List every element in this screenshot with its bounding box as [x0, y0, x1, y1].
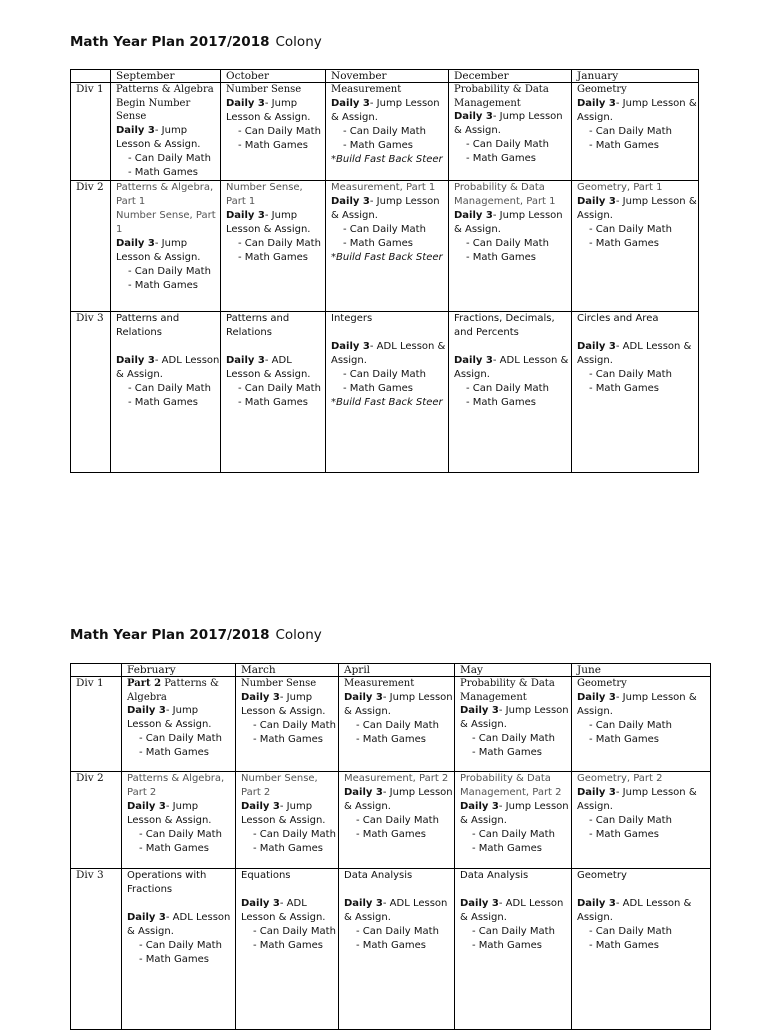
plan-cell [572, 869, 711, 1030]
topic-text [127, 677, 235, 704]
topic-text [454, 181, 571, 209]
topic-label: Circles and Area [577, 312, 659, 324]
daily-detail: - ADL Lesson & Assign. [460, 898, 564, 923]
topic-label: Integers [331, 312, 373, 324]
sub-item: - Can Daily Math [466, 382, 549, 394]
daily-label: Daily 3 [241, 898, 280, 909]
daily-label: Daily 3 [331, 195, 370, 207]
topic-label: Patterns & Algebra, Part 2 [127, 773, 225, 798]
spacer [577, 326, 698, 340]
topic-label: Measurement, Part 2 [344, 773, 449, 784]
daily-line [577, 341, 691, 366]
plan-cell [572, 180, 699, 311]
topic-label: Measurement [344, 678, 415, 689]
daily-detail: - Jump Lesson & Assign. [127, 705, 212, 730]
daily-label: Daily 3 [127, 801, 166, 812]
table-row [71, 180, 699, 311]
division-label: Div 2 [71, 180, 111, 311]
plan-cell [122, 772, 236, 869]
plan1-school: Colony [275, 34, 322, 50]
daily-line [460, 801, 569, 826]
daily-label: Daily 3 [577, 691, 616, 703]
plan-cell [236, 677, 339, 772]
daily-label: Daily 3 [454, 111, 493, 122]
topic-text [226, 83, 325, 97]
plan-cell [572, 83, 699, 181]
daily-line [226, 355, 310, 380]
sub-item: - Math Games [472, 940, 542, 951]
sub-item: - Math Games [253, 940, 323, 951]
daily-detail: - Jump Lesson & Assign. [577, 97, 697, 123]
topic-label: Probability & Data Management [454, 84, 549, 109]
spacer [116, 340, 220, 354]
topic-label: Measurement [331, 84, 402, 95]
plan-cell [122, 869, 236, 1030]
month-header: October [221, 70, 326, 83]
plan-cell [449, 311, 572, 472]
daily-detail: - ADL Lesson & Assign. [577, 898, 692, 923]
topic-label: Data Analysis [460, 870, 529, 881]
topic-text [331, 312, 448, 326]
sub-item: - Math Games [589, 733, 659, 745]
daily-line [127, 912, 230, 937]
topic-label: Geometry, Part 2 [577, 773, 663, 784]
sub-item: - Can Daily Math [472, 733, 555, 744]
daily-line [577, 692, 697, 717]
plan-cell [236, 869, 339, 1030]
sub-item: - Can Daily Math [253, 829, 336, 840]
daily-line [460, 705, 569, 730]
sub-item: - Can Daily Math [139, 829, 222, 840]
plan-cell [572, 677, 711, 772]
plan-cell [221, 180, 326, 311]
plan-cell [111, 83, 221, 181]
topic-bold-text: Part 2 [127, 678, 162, 689]
table-row [71, 83, 699, 181]
topic-text [454, 312, 571, 340]
sub-item: - Can Daily Math [356, 926, 439, 937]
daily-line [454, 355, 568, 380]
daily-line [454, 210, 563, 235]
topic-label: Geometry [577, 870, 627, 881]
plan-cell [339, 677, 455, 772]
month-header: November [326, 70, 449, 83]
daily-line [454, 111, 563, 136]
topic-text [241, 869, 338, 883]
sub-item: - Math Games [128, 396, 198, 408]
plan1-title: Math Year Plan 2017/2018 [70, 34, 270, 50]
daily-line [226, 210, 310, 235]
sub-item: - Can Daily Math [139, 940, 222, 951]
topic-text [460, 869, 571, 883]
sub-item: - Math Games [466, 153, 536, 164]
topic-label: Measurement, Part 1 [331, 181, 436, 193]
note-text: *Build Fast Back Steer [331, 396, 443, 408]
sub-item: - Math Games [589, 829, 659, 840]
daily-detail: - Jump Lesson & Assign. [241, 801, 326, 826]
table-row [71, 869, 711, 1030]
daily-line [241, 898, 325, 923]
division-label: Div 1 [71, 83, 111, 181]
daily-detail: - Jump Lesson & Assign. [460, 801, 569, 826]
daily-label: Daily 3 [344, 691, 383, 703]
daily-detail: - Jump Lesson & Assign. [116, 237, 201, 263]
spacer [331, 326, 448, 340]
topic-text [127, 869, 235, 897]
month-header: May [455, 664, 572, 677]
plan-cell [449, 83, 572, 181]
daily-line [577, 787, 697, 812]
plan2-table [70, 663, 711, 1030]
table-row [71, 677, 711, 772]
sub-item: - Math Games [238, 139, 308, 151]
plan-cell [326, 180, 449, 311]
sub-item: - Math Games [139, 747, 209, 758]
daily-detail: - ADL Lesson & Assign. [226, 354, 311, 380]
daily-label: Daily 3 [577, 787, 616, 798]
plan-cell [221, 311, 326, 472]
daily-detail: - Jump Lesson & Assign. [331, 195, 440, 221]
topic-label: Fractions, Decimals, and Percents [454, 312, 555, 338]
topic-text [241, 677, 338, 691]
sub-item: - Math Games [343, 382, 413, 394]
plan1-table [70, 69, 699, 473]
sub-item: - Math Games [589, 940, 659, 951]
sub-item: - Can Daily Math [589, 368, 672, 380]
plan1-header-row [71, 70, 699, 83]
daily-label: Daily 3 [127, 912, 166, 923]
spacer [577, 883, 710, 897]
plan1-title-line [70, 34, 322, 50]
sub-item: - Math Games [128, 279, 198, 291]
sub-item: - Math Games [589, 139, 659, 151]
sub-item: - Can Daily Math [356, 719, 439, 731]
spacer [460, 883, 571, 897]
daily-detail: - Jump Lesson & Assign. [241, 691, 326, 717]
sub-item: - Can Daily Math [589, 223, 672, 235]
topic-text [344, 677, 454, 691]
sub-item: - Math Games [466, 251, 536, 263]
plan-cell [236, 772, 339, 869]
sub-item: - Math Games [139, 954, 209, 965]
sub-item: - Math Games [589, 382, 659, 394]
plan-cell [326, 311, 449, 472]
sub-item: - Math Games [253, 733, 323, 745]
topic-label: Patterns and Relations [226, 312, 290, 338]
topic-text [127, 772, 235, 800]
daily-line [116, 238, 200, 263]
daily-line [331, 196, 440, 221]
topic-text [577, 181, 698, 195]
month-header: December [449, 70, 572, 83]
note-text: *Build Fast Back Steer [331, 153, 443, 165]
daily-label: Daily 3 [344, 898, 383, 909]
spacer [226, 340, 325, 354]
daily-label: Daily 3 [331, 340, 370, 352]
spacer [344, 883, 454, 897]
daily-label: Daily 3 [226, 209, 265, 221]
plan1-corner-cell [71, 70, 111, 83]
plan-cell [339, 869, 455, 1030]
topic-label: Probability & Data Management, Part 2 [460, 773, 562, 798]
topic-text [344, 869, 454, 883]
sub-item: - Math Games [343, 139, 413, 151]
topic-text [241, 772, 338, 800]
daily-label: Daily 3 [344, 787, 383, 798]
daily-line [577, 196, 697, 221]
plan-cell [572, 772, 711, 869]
topic-label: Probability & Data Management [460, 678, 555, 703]
topic-label: Patterns & Algebra [127, 678, 219, 703]
topic-text [116, 181, 220, 237]
daily-line [241, 801, 325, 826]
month-header: March [236, 664, 339, 677]
daily-line [116, 125, 200, 150]
plan-cell [339, 772, 455, 869]
daily-detail: - Jump Lesson & Assign. [460, 705, 569, 730]
daily-detail: - ADL Lesson & Assign. [116, 354, 220, 380]
daily-label: Daily 3 [241, 691, 280, 703]
daily-label: Daily 3 [454, 209, 493, 221]
topic-label: Patterns & Algebra, Part 1 Number Sense, Part 1 [116, 181, 216, 235]
topic-text [226, 181, 325, 209]
topic-label: Number Sense [226, 84, 302, 95]
topic-label: Patterns and Relations [116, 312, 180, 338]
spacer [127, 897, 235, 911]
note-text: *Build Fast Back Steer [331, 251, 443, 263]
daily-line [577, 898, 691, 923]
sub-item: - Math Games [238, 251, 308, 263]
topic-label: Number Sense, Part 1 [226, 181, 303, 207]
table-row [71, 772, 711, 869]
sub-item: - Can Daily Math [466, 237, 549, 249]
daily-detail: - ADL Lesson & Assign. [577, 340, 692, 366]
sub-item: - Can Daily Math [589, 125, 672, 137]
sub-item: - Can Daily Math [466, 139, 549, 150]
topic-label: Geometry, Part 1 [577, 181, 663, 193]
sub-item: - Can Daily Math [238, 125, 321, 137]
topic-text [460, 772, 571, 800]
sub-item: - Math Games [356, 829, 426, 840]
daily-label: Daily 3 [241, 801, 280, 812]
daily-detail: - Jump Lesson & Assign. [344, 691, 453, 717]
daily-detail: - Jump Lesson & Assign. [454, 209, 563, 235]
daily-label: Daily 3 [226, 97, 265, 109]
plan-cell [111, 311, 221, 472]
daily-detail: - Jump Lesson & Assign. [226, 97, 311, 123]
daily-label: Daily 3 [460, 705, 499, 716]
plan-cell [455, 772, 572, 869]
sub-item: - Can Daily Math [356, 815, 439, 826]
division-label: Div 3 [71, 869, 122, 1030]
spacer [241, 883, 338, 897]
daily-detail: - Jump Lesson & Assign. [577, 787, 697, 812]
plan-cell [572, 311, 699, 472]
topic-text [116, 312, 220, 340]
daily-label: Daily 3 [577, 340, 616, 352]
sub-item: - Math Games [356, 733, 426, 745]
topic-text [577, 83, 698, 97]
plan-cell [122, 677, 236, 772]
topic-text [331, 181, 448, 195]
topic-label: Operations with Fractions [127, 870, 207, 895]
sub-item: - Math Games [128, 166, 198, 178]
daily-label: Daily 3 [116, 354, 155, 366]
topic-label: Number Sense, Part 2 [241, 773, 318, 798]
daily-detail: - ADL Lesson & Assign. [344, 898, 448, 923]
daily-label: Daily 3 [460, 898, 499, 909]
daily-label: Daily 3 [116, 237, 155, 249]
plan2-school: Colony [275, 627, 322, 643]
topic-text [577, 869, 710, 883]
daily-detail: - Jump Lesson & Assign. [454, 111, 563, 136]
daily-detail: - Jump Lesson & Assign. [344, 787, 453, 812]
topic-label: Geometry [577, 84, 627, 95]
daily-detail: - Jump Lesson & Assign. [331, 97, 440, 123]
daily-label: Daily 3 [454, 354, 493, 366]
sub-item: - Math Games [472, 843, 542, 854]
sub-item: - Can Daily Math [139, 733, 222, 744]
plan2-title: Math Year Plan 2017/2018 [70, 627, 270, 643]
daily-line [116, 355, 219, 380]
daily-detail: - Jump Lesson & Assign. [127, 801, 212, 826]
sub-item: - Can Daily Math [128, 382, 211, 394]
topic-text [116, 83, 220, 124]
plan-cell [326, 83, 449, 181]
daily-line [241, 692, 325, 717]
daily-detail: - ADL Lesson & Assign. [127, 912, 231, 937]
sub-item: - Can Daily Math [589, 926, 672, 937]
plan-cell [455, 677, 572, 772]
sub-item: - Can Daily Math [589, 815, 672, 826]
sub-item: - Math Games [472, 747, 542, 758]
daily-line [331, 341, 445, 366]
sub-item: - Can Daily Math [589, 719, 672, 731]
sub-item: - Math Games [238, 396, 308, 408]
sub-item: - Can Daily Math [128, 152, 211, 164]
sub-item: - Math Games [589, 237, 659, 249]
sub-item: - Can Daily Math [472, 829, 555, 840]
plan-cell [455, 869, 572, 1030]
daily-label: Daily 3 [226, 354, 265, 366]
daily-line [344, 787, 453, 812]
month-header: April [339, 664, 455, 677]
division-label: Div 1 [71, 677, 122, 772]
table-row [71, 311, 699, 472]
division-label: Div 3 [71, 311, 111, 472]
plan-cell [449, 180, 572, 311]
sub-item: - Can Daily Math [253, 719, 336, 731]
month-header: January [572, 70, 699, 83]
daily-line [226, 98, 310, 123]
daily-detail: - ADL Lesson & Assign. [241, 898, 326, 923]
sub-item: - Math Games [356, 940, 426, 951]
sub-item: - Can Daily Math [238, 382, 321, 394]
daily-label: Daily 3 [577, 97, 616, 109]
daily-detail: - Jump Lesson & Assign. [226, 209, 311, 235]
sub-item: - Math Games [253, 843, 323, 854]
daily-detail: - ADL Lesson & Assign. [331, 340, 446, 366]
plan2-title-line [70, 627, 322, 643]
sub-item: - Can Daily Math [472, 926, 555, 937]
sub-item: - Math Games [466, 396, 536, 408]
daily-label: Daily 3 [331, 97, 370, 109]
topic-text [577, 772, 710, 786]
daily-line [127, 801, 211, 826]
daily-line [344, 692, 453, 717]
daily-detail: - ADL Lesson & Assign. [454, 354, 569, 380]
daily-label: Daily 3 [577, 195, 616, 207]
sub-item: - Can Daily Math [238, 237, 321, 249]
topic-label: Number Sense [241, 678, 317, 689]
topic-text [331, 83, 448, 97]
sub-item: - Can Daily Math [128, 265, 211, 277]
daily-label: Daily 3 [127, 705, 166, 716]
daily-line [460, 898, 563, 923]
plan2-corner-cell [71, 664, 122, 677]
topic-text [344, 772, 454, 786]
month-header: September [111, 70, 221, 83]
sub-item: - Math Games [139, 843, 209, 854]
topic-text [454, 83, 571, 110]
daily-label: Daily 3 [577, 898, 616, 909]
daily-line [127, 705, 211, 730]
sub-item: - Can Daily Math [343, 223, 426, 235]
daily-detail: - Jump Lesson & Assign. [577, 691, 697, 717]
spacer [454, 340, 571, 354]
daily-line [331, 98, 440, 123]
sub-item: - Can Daily Math [253, 926, 336, 937]
topic-label: Patterns & Algebra Begin Number Sense [116, 84, 214, 122]
daily-line [577, 98, 697, 123]
daily-label: Daily 3 [460, 801, 499, 812]
daily-line [344, 898, 447, 923]
month-header: June [572, 664, 711, 677]
month-header: February [122, 664, 236, 677]
topic-text [577, 312, 698, 326]
daily-detail: - Jump Lesson & Assign. [577, 195, 697, 221]
plan2-header-row [71, 664, 711, 677]
sub-item: - Can Daily Math [343, 125, 426, 137]
topic-label: Equations [241, 870, 291, 881]
daily-detail: - Jump Lesson & Assign. [116, 124, 201, 150]
topic-text [226, 312, 325, 340]
topic-label: Probability & Data Management, Part 1 [454, 181, 556, 207]
sub-item: - Math Games [343, 237, 413, 249]
topic-text [577, 677, 710, 691]
plan-cell [221, 83, 326, 181]
sub-item: - Can Daily Math [343, 368, 426, 380]
topic-label: Geometry [577, 678, 627, 689]
division-label: Div 2 [71, 772, 122, 869]
plan-cell [111, 180, 221, 311]
topic-text [460, 677, 571, 704]
daily-label: Daily 3 [116, 124, 155, 136]
topic-label: Data Analysis [344, 870, 413, 881]
